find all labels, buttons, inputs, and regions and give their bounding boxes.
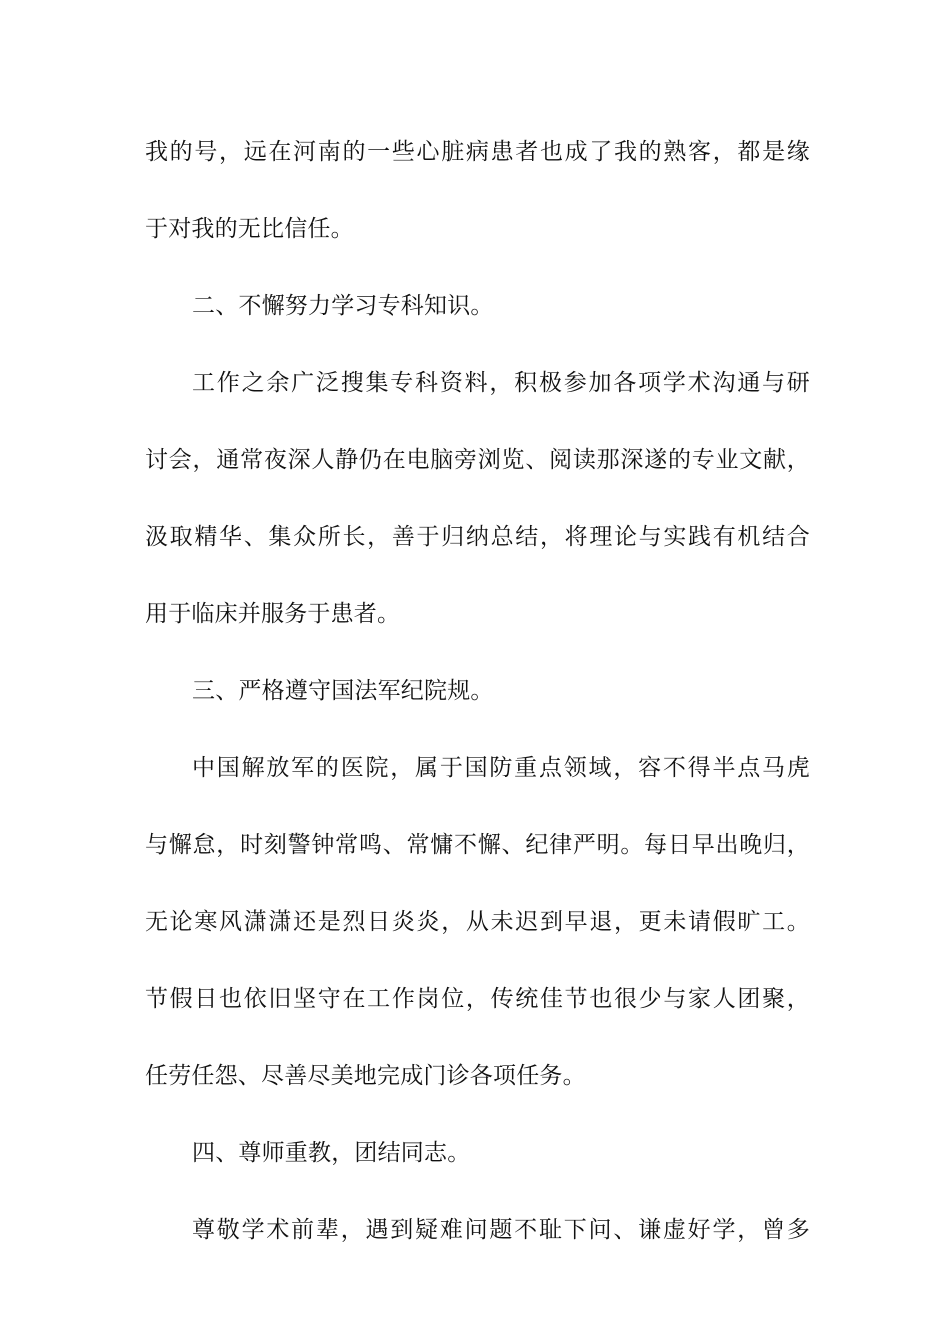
section-heading: 二、不懈努力学习专科知识。 [192,293,494,319]
body-text [145,130,810,1285]
text-line: 工作之余广泛搜集专科资料，积极参加各项学术沟通与研 [192,370,810,396]
text-line: 讨会，通常夜深人静仍在电脑旁浏览、阅读那深遂的专业文献， [145,447,810,473]
text-line: 中国解放军的医院，属于国防重点领域，容不得半点马虎 [192,755,810,781]
text-line: 节假日也依旧坚守在工作岗位，传统佳节也很少与家人团聚， [145,986,810,1012]
text-line: 与懈怠，时刻警钟常鸣、常慵不懈、纪律严明。每日早出晚归， [145,832,810,858]
text-line: 我的号，远在河南的一些心脏病患者也成了我的熟客，都是缘 [145,139,810,165]
text-line: 汲取精华、集众所长，善于归纳总结，将理论与实践有机结合 [145,524,810,550]
text-line: 用于临床并服务于患者。 [145,601,401,627]
section-heading: 四、尊师重教，团结同志。 [192,1140,471,1166]
section-heading: 三、严格遵守国法军纪院规。 [192,678,494,704]
text-line: 无论寒风潇潇还是烈日炎炎，从未迟到早退，更未请假旷工。 [145,909,810,935]
text-line: 尊敬学术前辈，遇到疑难问题不耻下问、谦虚好学，曾多 [192,1217,810,1243]
text-line: 任劳任怨、尽善尽美地完成门诊各项任务。 [145,1063,586,1089]
text-line: 于对我的无比信任。 [145,216,354,242]
